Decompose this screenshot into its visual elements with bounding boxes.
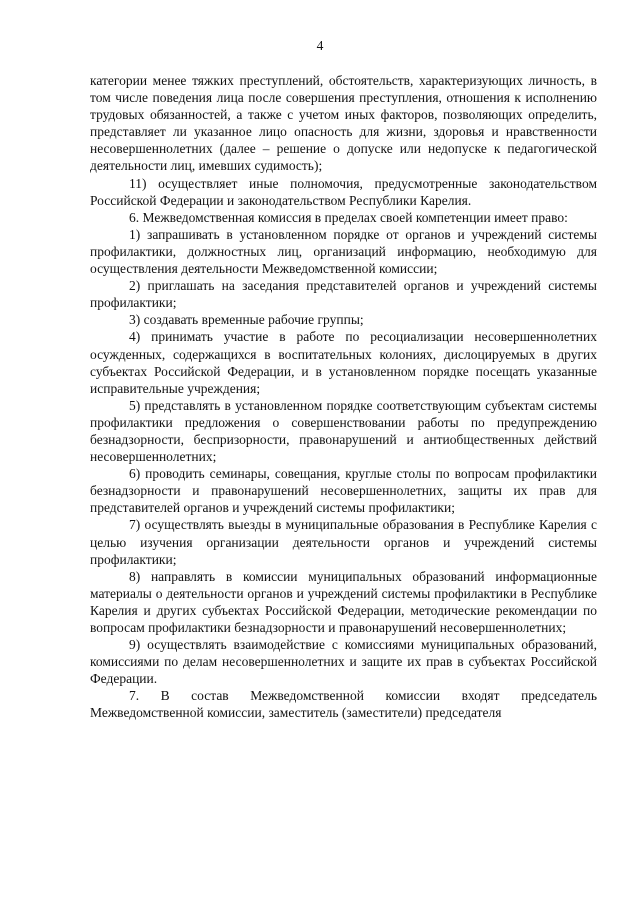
paragraph-continuation: категории менее тяжких преступлений, обстоятельств, характеризующих личность, в том числе поведения лица после совершения преступления, отношения к исполнению трудовых обязанностей, а также с учетом иных факторов, позволяющих определить, представляет ли указанное лицо опасность для жизни, здоровья и нравственности несовершеннолетних (далее – решение о допуске или недопуске к педагогической деятельности лиц, имевших судимость); [90,73,597,174]
paragraph-item-11: 11) осуществляет иные полномочия, предусмотренные законодательством Российской Федерации и законодательством Республики Карелия. [90,175,597,208]
paragraph-right-5: 5) представлять в установленном порядке соответствующим субъектам системы профилактики предложения о совершенствовании работы по предупреждению безнадзорности, беспризорности, правонарушений и антиобщественных действий несовершеннолетних; [90,397,597,465]
paragraph-right-1: 1) запрашивать в установленном порядке от органов и учреждений системы профилактики, должностных лиц, организаций информацию, необходимую для осуществления деятельности Межведомственной комиссии; [90,226,597,277]
paragraph-right-3: 3) создавать временные рабочие группы; [129,312,364,328]
paragraph-right-4: 4) принимать участие в работе по ресоциализации несовершеннолетних осужденных, содержащихся в воспитательных колониях, дислоцируемых в других субъектах Российской Федерации, и в установленном порядке посещать указанные исправительные учреждения; [90,329,597,396]
page-number: 4 [316,38,324,53]
paragraph-section-6: 6. Межведомственная комиссия в пределах своей компетенции имеет право: [129,209,568,225]
paragraph-right-8: 8) направлять в комиссии муниципальных образований информационные материалы о деятельности органов и учреждений системы профилактики в Республике Карелия и других субъектах Российской Федерации, методические рекомендации по вопросам профилактики безнадзорности и правонарушений несовершеннолетних; [90,568,597,635]
paragraph-right-2: 2) приглашать на заседания представителей органов и учреждений системы профилактики; [90,278,597,311]
paragraph-right-7: 7) осуществлять выезды в муниципальные образования в Республике Карелия с целью изучения организации деятельности органов и учреждений системы профилактики; [90,517,597,567]
paragraph-section-7: 7. В состав Межведомственной комиссии входят председатель Межведомственной комиссии, заместитель (заместители) председателя [90,688,597,721]
document-body [90,72,597,722]
paragraph-right-9: 9) осуществлять взаимодействие с комиссиями муниципальных образований, комиссиями по делам несовершеннолетних и защите их прав в субъектах Российской Федерации. [90,637,597,687]
paragraph-right-6: 6) проводить семинары, совещания, круглые столы по вопросам профилактики безнадзорности и правонарушений несовершеннолетних, защиты их прав для представителей органов и учреждений системы профилактики; [90,466,597,516]
